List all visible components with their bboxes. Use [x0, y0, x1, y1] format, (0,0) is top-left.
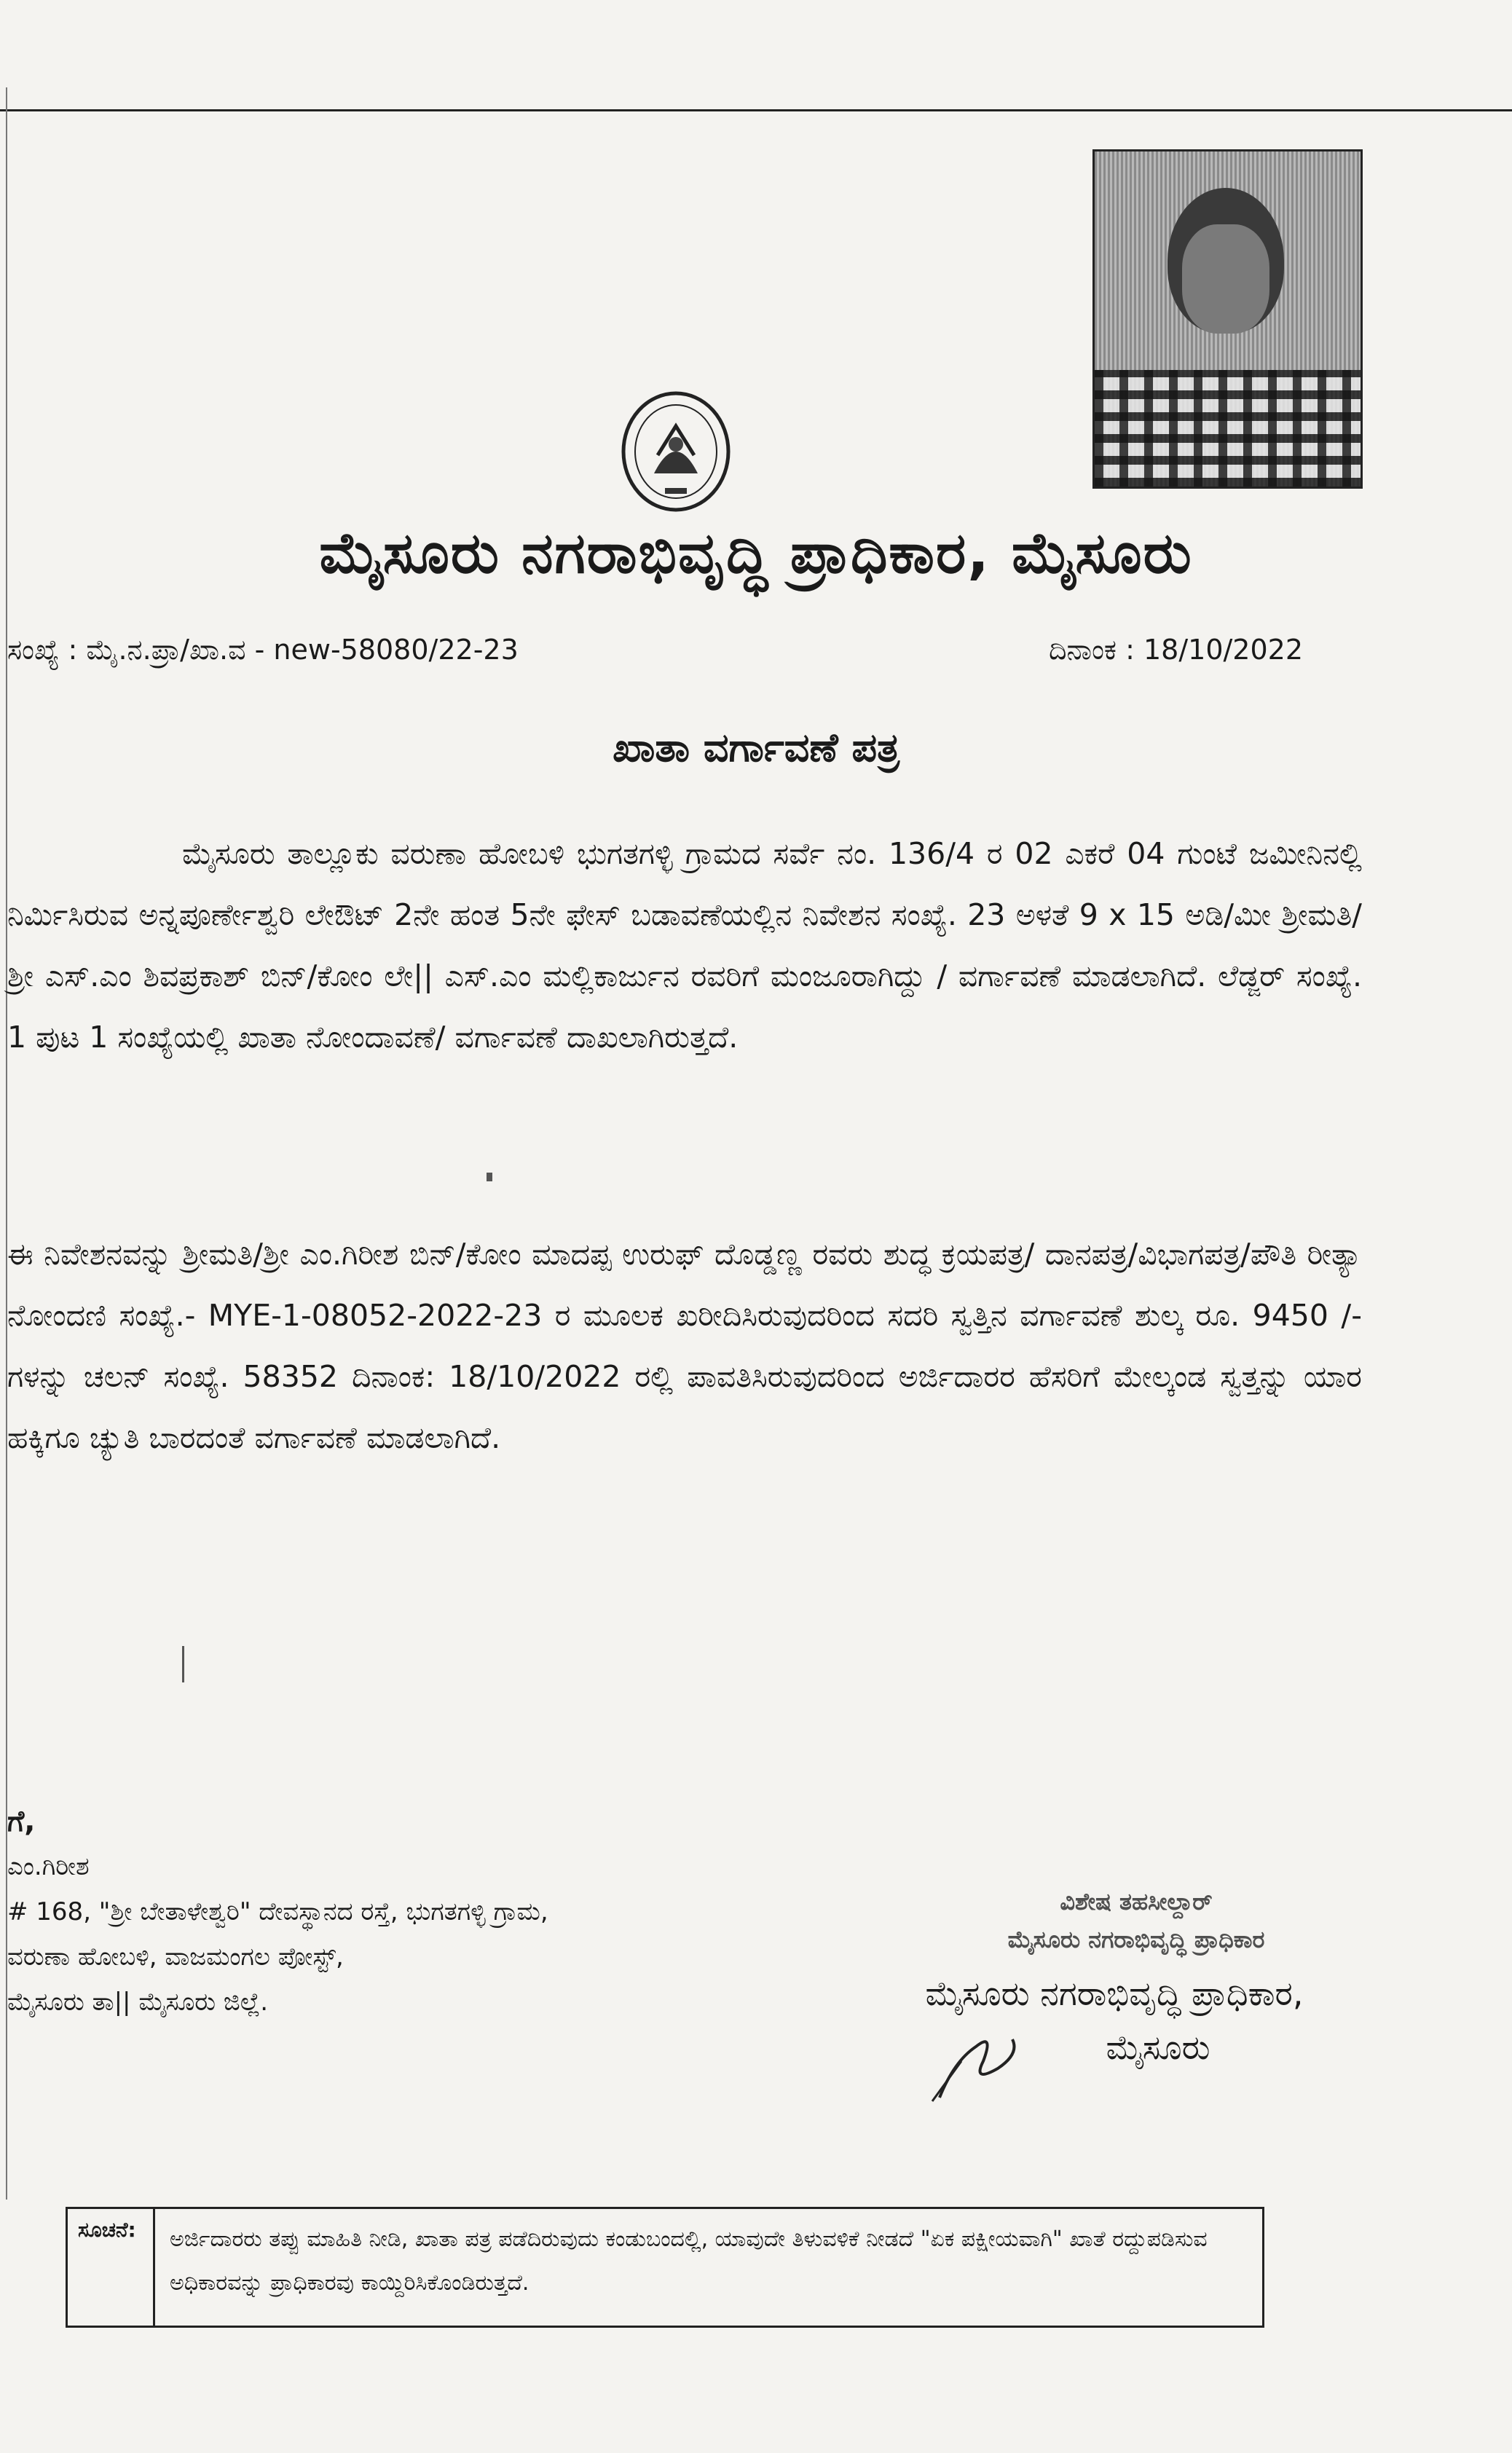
document-subtitle: ಖಾತಾ ವರ್ಗಾವಣೆ ಪತ್ರ — [612, 725, 900, 771]
recipient-address-line3: ಮೈಸೂರು ತಾ|| ಮೈಸೂರು ಜಿಲ್ಲೆ. — [7, 1988, 268, 2017]
authority-title: ಮೈಸೂರು ನಗರಾಭಿವೃದ್ಧಿ ಪ್ರಾಧಿಕಾರ, ಮೈಸೂರು — [319, 521, 1193, 586]
official-stamp — [932, 1883, 1340, 1970]
recipient-address-line1: # 168, "ಶ್ರೀ ಬೇತಾಳೇಶ್ವರಿ" ದೇವಸ್ಥಾನದ ರಸ್ತೆ, ಭುಗತಗಳ್ಳಿ ಗ್ರಾಮ, — [7, 1897, 548, 1926]
paragraph-transfer: ಈ ನಿವೇಶನವನ್ನು ಶ್ರೀಮತಿ/ಶ್ರೀ ಎಂ.ಗಿರೀಶ ಬಿನ್/ಕೋಂ ಮಾದಪ್ಪ ಉರುಫ್ ದೊಡ್ಡಣ್ಣ ರವರು ಶುದ್ಧ ಕ್ರಯಪತ್ರ/ ದಾನಪತ್ರ/ವಿಭಾಗಪತ್ರ/ಪೌತಿ ರೀತ್ಯಾ ನೋಂದಣಿ ಸಂಖ್ಯೆ.- MYE-1-08052-2022-23 ರ ಮೂಲಕ ಖರೀದಿಸಿರುವುದರಿಂದ ಸದರಿ ಸ್ವತ್ತಿನ ವರ್ಗಾವಣೆ ಶುಲ್ಕ ರೂ. 9450 /- ಗಳನ್ನು ಚಲನ್ ಸಂಖ್ಯೆ. 58352 ದಿನಾಂಕ: 18/10/2022 ರಲ್ಲಿ ಪಾವತಿಸಿರುವುದರಿಂದ ಅರ್ಜಿದಾರರ ಹೆಸರಿಗೆ ಮೇಲ್ಕಂಡ ಸ್ವತ್ತನ್ನು ಯಾರ ಹಕ್ಕಿಗೂ ಚ್ಯುತಿ ಬಾರದಂತೆ ವರ್ಗಾವಣೆ ಮಾಡಲಾಗಿದೆ. — [7, 1237, 1362, 1455]
signatory-line1: ಮೈಸೂರು ನಗರಾಭಿವೃದ್ಧಿ ಪ್ರಾಧಿಕಾರ, — [925, 1974, 1304, 2013]
document-date: ದಿನಾಂಕ : 18/10/2022 — [1049, 634, 1304, 666]
notice-text: ಅರ್ಜಿದಾರರು ತಪ್ಪು ಮಾಹಿತಿ ನೀಡಿ, ಖಾತಾ ಪತ್ರ ಪಡೆದಿರುವುದು ಕಂಡುಬಂದಲ್ಲಿ, ಯಾವುದೇ ತಿಳುವಳಿಕೆ ನೀಡದೆ "ಏಕ ಪಕ್ಷೀಯವಾಗಿ" ಖಾತೆ ರದ್ದುಪಡಿಸುವ ಅಧಿಕಾರವನ್ನು ಪ್ರಾಧಿಕಾರವು ಕಾಯ್ದಿರಿಸಿಕೊಂಡಿರುತ್ತದೆ. — [170, 2226, 1208, 2296]
handwritten-signature — [925, 2017, 1042, 2105]
authority-emblem-icon — [603, 386, 749, 517]
stamp-line2: ಮೈಸೂರು ನಗರಾಭಿವೃದ್ಧಿ ಪ್ರಾಧಿಕಾರ — [1007, 1926, 1265, 1953]
paragraph-allotment: ಮೈಸೂರು ತಾಲ್ಲೂಕು ವರುಣಾ ಹೋಬಳಿ ಭುಗತಗಳ್ಳಿ ಗ್ರಾಮದ ಸರ್ವೆ ನಂ. 136/4 ರ 02 ಎಕರೆ 04 ಗುಂಟೆ ಜಮೀನಿನಲ್ಲಿ ನಿರ್ಮಿಸಿರುವ ಅನ್ನಪೂರ್ಣೇಶ್ವರಿ ಲೇಔಟ್ 2ನೇ ಹಂತ 5ನೇ ಫೇಸ್ ಬಡಾವಣೆಯಲ್ಲಿನ ನಿವೇಶನ ಸಂಖ್ಯೆ. 23 ಅಳತೆ 9 x 15 ಅಡಿ/ಮೀ ಶ್ರೀಮತಿ/ಶ್ರೀ ಎಸ್.ಎಂ ಶಿವಪ್ರಕಾಶ್ ಬಿನ್/ಕೋಂ ಲೇ|| ಎಸ್.ಎಂ ಮಲ್ಲಿಕಾರ್ಜುನ ರವರಿಗೆ ಮಂಜೂರಾಗಿದ್ದು / ವರ್ಗಾವಣೆ ಮಾಡಲಾಗಿದೆ. ಲೆಡ್ಜರ್ ಸಂಖ್ಯೆ. 1 ಪುಟ 1 ಸಂಖ್ಯೆಯಲ್ಲಿ ಖಾತಾ ನೋಂದಾವಣೆ/ ವರ್ಗಾವಣೆ ದಾಖಲಾಗಿರುತ್ತದೆ. — [7, 836, 1362, 1055]
recipient-block — [7, 1799, 548, 2025]
stamp-line1: ವಿಶೇಷ ತಹಸೀಲ್ದಾರ್ — [1060, 1888, 1213, 1915]
applicant-photo — [1092, 149, 1363, 489]
stray-mark — [182, 1646, 184, 1682]
reference-number: ಸಂಖ್ಯೆ : ಮೈ.ನ.ಪ್ರಾ/ಖಾ.ವ - new-58080/22-23 — [7, 634, 519, 666]
signatory-line2: ಮೈಸೂರು — [1106, 2028, 1210, 2067]
stray-mark — [487, 1173, 492, 1181]
recipient-label: ಗೆ, — [7, 1805, 36, 1838]
recipient-address-line2: ವರುಣಾ ಹೋಬಳಿ, ವಾಜಮಂಗಲ ಪೋಸ್ಟ್, — [7, 1942, 344, 1972]
recipient-name: ಎಂ.ಗಿರೀಶ — [7, 1852, 90, 1881]
notice-box — [66, 2207, 1264, 2328]
notice-label: ಸೂಚನೆ: — [68, 2209, 155, 2326]
